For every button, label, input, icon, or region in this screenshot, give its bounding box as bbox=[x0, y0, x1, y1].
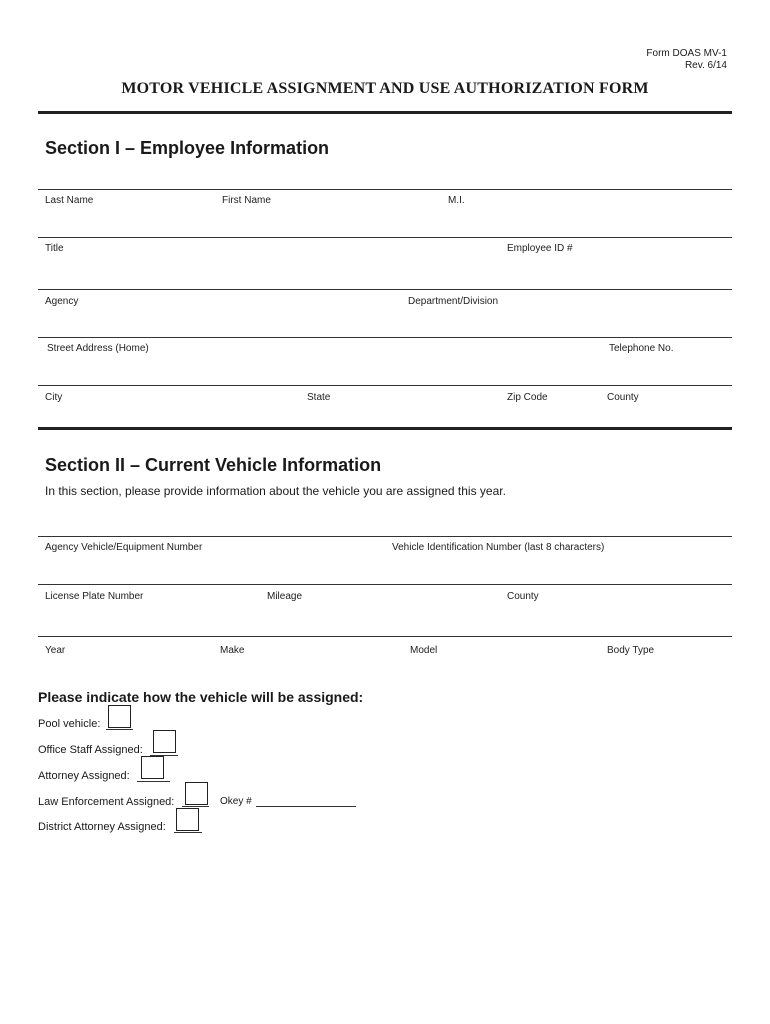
section-1-heading: Section I – Employee Information bbox=[45, 138, 330, 158]
vehicle-county-field[interactable]: County bbox=[507, 591, 539, 602]
office-staff-checkbox[interactable] bbox=[153, 730, 176, 753]
year-field[interactable]: Year bbox=[45, 645, 66, 656]
zip-code-field[interactable]: Zip Code bbox=[507, 392, 548, 403]
title-field[interactable]: Title bbox=[45, 243, 64, 254]
body-type-field[interactable]: Body Type bbox=[607, 645, 655, 656]
first-name-field[interactable]: First Name bbox=[222, 195, 271, 206]
title-divider bbox=[38, 111, 732, 114]
street-address-field[interactable]: Street Address (Home) bbox=[47, 343, 149, 354]
state-field[interactable]: State bbox=[307, 392, 331, 403]
field-row-line bbox=[38, 237, 732, 238]
okey-number-field[interactable] bbox=[256, 806, 356, 807]
attorney-checkbox[interactable] bbox=[141, 756, 164, 779]
form-revision-line: Rev. 6/14 bbox=[684, 60, 727, 71]
license-plate-field[interactable]: License Plate Number bbox=[45, 591, 144, 602]
answer-underline bbox=[174, 832, 202, 833]
field-row-line bbox=[38, 337, 732, 338]
answer-underline bbox=[106, 729, 133, 730]
employee-id-field[interactable]: Employee ID # bbox=[507, 243, 573, 254]
form-title: MOTOR VEHICLE ASSIGNMENT AND USE AUTHORIZATION FORM bbox=[121, 80, 649, 97]
law-enforcement-label: Law Enforcement Assigned: bbox=[38, 796, 175, 808]
pool-vehicle-label: Pool vehicle: bbox=[38, 718, 101, 730]
department-field[interactable]: Department/Division bbox=[408, 296, 499, 307]
model-field[interactable]: Model bbox=[410, 645, 438, 656]
pool-vehicle-checkbox[interactable] bbox=[108, 705, 131, 728]
field-row-line bbox=[38, 385, 732, 386]
middle-initial-field[interactable]: M.I. bbox=[448, 195, 465, 206]
district-attorney-label: District Attorney Assigned: bbox=[38, 821, 166, 833]
mileage-field[interactable]: Mileage bbox=[267, 591, 303, 602]
agency-field[interactable]: Agency bbox=[45, 296, 79, 307]
telephone-field[interactable]: Telephone No. bbox=[609, 343, 674, 354]
make-field[interactable]: Make bbox=[220, 645, 245, 656]
form-number-line: Form DOAS MV-1 bbox=[646, 48, 727, 59]
field-row-line bbox=[38, 536, 732, 537]
office-staff-label: Office Staff Assigned: bbox=[38, 744, 143, 756]
section-divider bbox=[38, 427, 732, 430]
answer-underline bbox=[137, 781, 170, 782]
last-name-field[interactable]: Last Name bbox=[45, 195, 94, 206]
okey-label: Okey # bbox=[220, 796, 252, 807]
city-field[interactable]: City bbox=[45, 392, 63, 403]
agency-vehicle-number-field[interactable]: Agency Vehicle/Equipment Number bbox=[45, 542, 203, 553]
vin-field[interactable]: Vehicle Identification Number (last 8 characters) bbox=[392, 542, 605, 553]
county-field[interactable]: County bbox=[607, 392, 639, 403]
answer-underline bbox=[182, 806, 209, 807]
assignment-heading: Please indicate how the vehicle will be assigned: bbox=[38, 689, 364, 705]
attorney-label: Attorney Assigned: bbox=[38, 770, 130, 782]
field-row-line bbox=[38, 289, 732, 290]
law-enforcement-checkbox[interactable] bbox=[185, 782, 208, 805]
form-number bbox=[646, 48, 727, 72]
field-row-line bbox=[38, 584, 732, 585]
field-row-line bbox=[38, 636, 732, 637]
section-2-heading: Section II – Current Vehicle Information bbox=[45, 455, 382, 475]
field-row-line bbox=[38, 189, 732, 190]
section-2-intro: In this section, please provide information about the vehicle you are assigned this year. bbox=[45, 484, 506, 498]
district-attorney-checkbox[interactable] bbox=[176, 808, 199, 831]
